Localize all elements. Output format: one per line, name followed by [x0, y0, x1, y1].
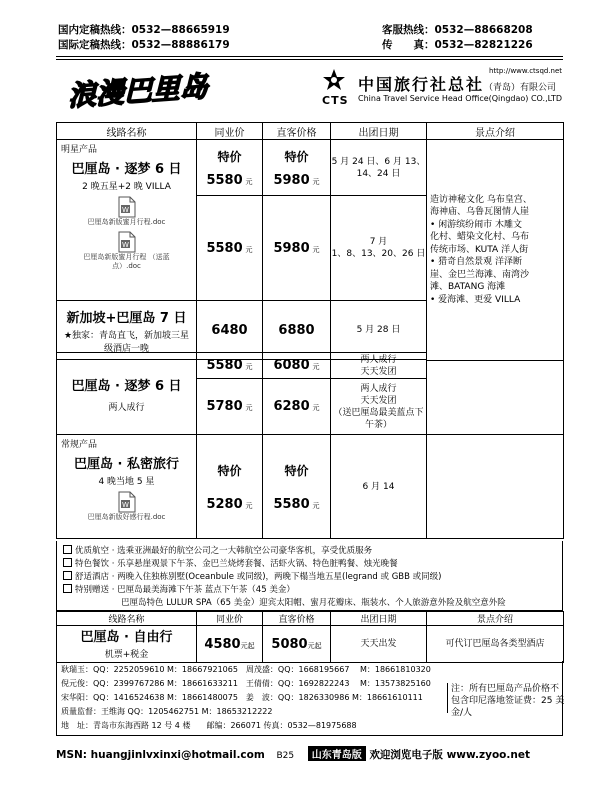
- word-doc-icon: [117, 231, 137, 253]
- product-name: 新加坡+巴厘岛 7 日: [66, 311, 187, 326]
- note-spa: 巴厘岛特色 LULUR SPA（65 美金）迎宾太阳帽、蜜月花瓣床、瓶装水、个人旅游意外险及航空意外险: [121, 598, 506, 608]
- contact-row: 质量监督：王维海 QQ：1205462751 M：18653212222: [61, 707, 273, 716]
- service-hotline: 客服热线：0532—88668208: [382, 24, 533, 36]
- header-trade-price: 同业价: [197, 612, 263, 626]
- attractions-cell-cont: [427, 353, 564, 435]
- date-line: （送巴厘岛最美蓝点下午茶）: [333, 407, 424, 430]
- svg-text:W: W: [121, 241, 129, 249]
- trade-price-cell: [197, 626, 263, 663]
- direct-price-cell: [263, 353, 331, 379]
- product-desc: ★独家：青岛直飞，新加坡三星级酒店一晚: [63, 331, 190, 354]
- product-desc: 4 晚当地 5 星: [98, 477, 155, 487]
- product-bali-dream-6d: [57, 140, 197, 301]
- romantic-bali-logo: [62, 68, 222, 116]
- edition-tagline[interactable]: 欢迎浏览电子版 www.zyoo.net: [369, 749, 530, 761]
- msn-contact: MSN: huangjinlvxinxi@hotmail.com: [56, 749, 265, 761]
- attraction-line: 化村、蜡染文化村、乌布: [430, 232, 530, 243]
- departure-date-cell: [331, 379, 427, 435]
- departure-date-cell: 天天出发: [331, 626, 427, 663]
- product-name: 巴厘岛 · 私密旅行: [74, 457, 179, 472]
- page-number: B25: [276, 751, 295, 761]
- doc-filename: 巴厘岛新版蜜月行程 （送蓝点）.doc: [83, 253, 170, 270]
- price-unit: 元: [245, 245, 253, 254]
- direct-price-cell: [263, 379, 331, 435]
- note-gift: [63, 583, 295, 595]
- features-notes: [56, 541, 563, 611]
- attraction-line: 造访神秘文化 乌布皇宫、: [430, 194, 532, 205]
- company-url[interactable]: http://www.ctsqd.net: [489, 67, 563, 75]
- date-days: 1、8、13、20、26 日: [331, 249, 426, 259]
- company-name-cn-main: 中国旅行社总社: [358, 75, 485, 94]
- header-attractions: 景点介绍: [427, 612, 564, 626]
- attraction-line: 崖、金巴兰海滩、南湾沙: [430, 269, 530, 280]
- price-value: 5580: [206, 358, 243, 373]
- price-unit: 元: [312, 404, 320, 412]
- company-name-en: China Travel Service Head Office(Qingdao) CO.,LTD: [358, 94, 563, 103]
- special-price-label: 特价: [284, 463, 309, 478]
- domestic-hotline: 国内定稿热线：0532—88665919: [58, 24, 230, 36]
- price-unit: 元: [312, 501, 320, 510]
- price-value: 5080: [271, 636, 308, 652]
- word-doc-icon: [117, 196, 137, 218]
- doc-filename: 巴厘岛新版好感行程.doc: [87, 513, 166, 521]
- price-value: 4580: [204, 636, 241, 652]
- product-name: 巴厘岛 · 自由行: [80, 630, 173, 645]
- header-trade-price: 同业价: [197, 123, 263, 140]
- product-desc: 机票+税金: [104, 650, 149, 660]
- header-departure-date: 出团日期: [331, 123, 427, 140]
- product-bali-free-tour: [57, 626, 197, 663]
- trade-price-cell: [197, 353, 263, 379]
- attractions-cell: [427, 140, 564, 361]
- word-doc-icon: [117, 491, 137, 513]
- departure-date-cell: [331, 353, 427, 379]
- table-row: [57, 626, 564, 663]
- contact-row: 耿瑞玉：QQ：2252059610 M：18667921065 周茂盛：QQ：1668195667 M：18661810320: [61, 665, 431, 674]
- price-unit: 元: [312, 177, 320, 186]
- trade-price-cell: [197, 301, 263, 360]
- header-direct-price: 直客价格: [263, 612, 331, 626]
- free-tour-table: [56, 611, 564, 663]
- date-line: 天天发团: [360, 366, 397, 377]
- checkbox-icon: [63, 545, 72, 554]
- product-desc: 两人成行: [108, 403, 145, 413]
- departure-date-cell: 5 月 28 日: [331, 301, 427, 360]
- note-text: 优质航空 · 选乘亚洲最好的航空公司之一大韩航空公司豪华客机，享受优质服务: [75, 546, 373, 556]
- price-unit: 元: [312, 245, 320, 254]
- special-price-label: 特价: [284, 149, 309, 164]
- special-price-label: 特价: [217, 149, 242, 164]
- doc-filename: 巴厘岛新版蜜月行程.doc: [87, 218, 166, 226]
- direct-price-cell: [263, 435, 331, 539]
- header-divider: [56, 56, 563, 57]
- departure-date-cell: 5 月 24 日、6 月 13、14、24 日: [331, 140, 427, 196]
- doc-attachment[interactable]: [72, 231, 182, 271]
- special-price-label: 特价: [217, 463, 242, 478]
- trade-price-cell: [197, 196, 263, 301]
- table-header-row: [57, 612, 564, 626]
- footer: [56, 746, 563, 762]
- cts-short-name: CTS: [322, 94, 349, 107]
- cts-star-icon: [322, 68, 346, 92]
- star-products-label: 明星产品: [61, 145, 98, 155]
- attraction-line: • 猎奇自然景观 洋泽断: [430, 257, 523, 268]
- international-hotline: 国际定稿热线：0532—88886179: [58, 39, 230, 51]
- departure-date-cell: [331, 196, 427, 301]
- trade-price-cell: [197, 140, 263, 196]
- price-value: 5280: [206, 496, 243, 512]
- price-unit: 元: [245, 177, 253, 186]
- address-row: 地 址：青岛市东海西路 12 号 4 楼 邮编：266071 传真：0532—81975688: [61, 721, 357, 730]
- pricing-table: [56, 122, 564, 361]
- price-value: 5580: [206, 172, 243, 188]
- attraction-line: 海神庙、乌鲁瓦图情人崖: [430, 207, 530, 218]
- price-unit: 元起: [240, 641, 255, 650]
- product-name: 巴厘岛 · 逐梦 6 日: [71, 379, 182, 394]
- date-line: 天天发团: [360, 395, 397, 406]
- header-route: 线路名称: [57, 123, 197, 140]
- contact-row: 倪元俊：QQ：2399767286 M：18661633211 王倩倩：QQ：1692822243 M：13573825160: [61, 679, 431, 688]
- header-attractions: 景点介绍: [427, 123, 564, 140]
- table-row: [57, 140, 564, 196]
- date-month: 7 月: [369, 237, 388, 247]
- attraction-line: • 闲游缤纷闹市 木雕文: [430, 219, 523, 230]
- price-value: 5780: [206, 399, 243, 414]
- price-value: 5980: [273, 172, 310, 188]
- attractions-cell: 可代订巴厘岛各类型酒店: [427, 626, 564, 663]
- attraction-line: 传统市场、KUTA 洋人街: [430, 244, 529, 255]
- price-value: 6480: [211, 322, 248, 338]
- direct-price-cell: [263, 301, 331, 360]
- edition-badge: 山东青岛版: [308, 746, 366, 761]
- header-departure-date: 出团日期: [331, 612, 427, 626]
- checkbox-icon: [63, 571, 72, 580]
- attraction-line: • 爱海滩、更爱 VILLA: [430, 294, 521, 305]
- fax-number: 传 真：0532—82821226: [382, 39, 533, 51]
- trade-price-cell: [197, 435, 263, 539]
- checkbox-icon: [63, 584, 72, 593]
- company-name-cn: [358, 72, 556, 95]
- svg-text:W: W: [121, 501, 129, 509]
- svg-text:W: W: [121, 206, 129, 214]
- product-bali-private-tour: [57, 435, 197, 539]
- checkbox-icon: [63, 558, 72, 567]
- pricing-table-lower: [56, 352, 564, 539]
- product-singapore-bali-7d: [57, 301, 197, 360]
- price-unit: 元起: [307, 641, 322, 650]
- departure-date-cell: 6 月 14: [331, 435, 427, 539]
- price-unit: 元: [312, 363, 320, 371]
- price-value: 6080: [273, 358, 310, 373]
- regular-products-label: 常规产品: [61, 440, 98, 450]
- table-row: [57, 353, 564, 379]
- contacts-block: [56, 661, 563, 736]
- header-direct-price: 直客价格: [263, 123, 331, 140]
- note-text: 特色餐饮 · 乐享悬崖观景下午茶、金巴兰烧烤套餐、活虾火锅、特色脏鸭餐、烛光晚餐: [75, 559, 398, 569]
- table-header-row: [57, 123, 564, 140]
- visa-fee-note: 注：所有巴厘岛产品价格不包含印尼落地签证费：25 美金/人: [447, 683, 565, 713]
- price-value: 5580: [273, 496, 310, 512]
- price-value: 5580: [206, 240, 243, 256]
- trade-price-cell: [197, 379, 263, 435]
- doc-attachment[interactable]: [72, 196, 182, 227]
- product-bali-dream-6d-two-person: [57, 353, 197, 435]
- header-route: 线路名称: [57, 612, 197, 626]
- product-name: 巴厘岛 · 逐梦 6 日: [71, 162, 182, 177]
- note-airline: [63, 544, 372, 556]
- doc-attachment[interactable]: [72, 491, 182, 522]
- direct-price-cell: [263, 140, 331, 196]
- price-value: 5980: [273, 240, 310, 256]
- contact-row: 宋华阳：QQ：1416524638 M：18661480075 姜 波：QQ：1826330986 M：18661610111: [61, 693, 423, 702]
- date-line: 两人成行: [360, 383, 397, 394]
- direct-price-cell: [263, 626, 331, 663]
- price-unit: 元: [245, 363, 253, 371]
- note-dining: [63, 557, 398, 569]
- attractions-cell-empty: [427, 435, 564, 539]
- note-text: 特别赠送 · 巴厘岛最美海滩下午茶 蓝点下午茶（45 美金）: [75, 585, 295, 595]
- table-row: [57, 435, 564, 539]
- note-hotel: [63, 570, 441, 582]
- price-unit: 元: [245, 501, 253, 510]
- banner: [56, 64, 563, 120]
- price-unit: 元: [245, 404, 253, 412]
- attraction-line: 滩、BATANG 海滩: [430, 282, 506, 293]
- product-desc: 2 晚五星+2 晚 VILLA: [82, 182, 171, 192]
- company-name-cn-suffix: （青岛）有限公司: [484, 83, 557, 93]
- header-divider-2: [56, 59, 563, 60]
- note-text: 舒适酒店 · 两晚入住独栋别墅(Oceanbule 或同级)，两晚下榻当地五星(legrand 或 GBB 或同级): [75, 572, 442, 582]
- price-value: 6280: [273, 399, 310, 414]
- date-line: 两人成行: [360, 354, 397, 365]
- logo-lettering: 浪漫巴里岛: [68, 69, 208, 113]
- direct-price-cell: [263, 196, 331, 301]
- price-value: 6880: [278, 322, 315, 338]
